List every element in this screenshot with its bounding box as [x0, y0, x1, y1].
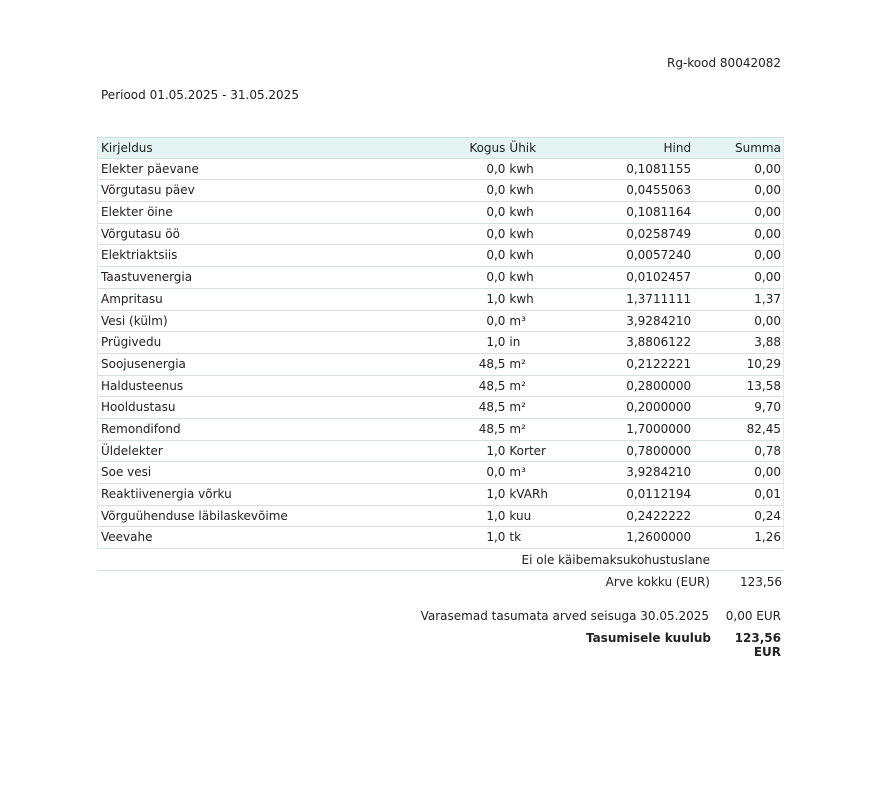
row-unit: m²: [509, 400, 526, 415]
table-row: [97, 419, 784, 441]
row-description: Võrgutasu päev: [101, 183, 195, 198]
header-price: Hind: [663, 141, 692, 155]
row-sum: 0,00: [754, 226, 781, 241]
row-price: 1,2600000: [626, 530, 692, 545]
invoice-total-value: 123,56: [740, 575, 782, 590]
row-description: Võrguühenduse läbilaskevõime: [101, 508, 288, 523]
header-description: Kirjeldus: [101, 141, 153, 155]
table-body: [97, 159, 784, 549]
row-price: 0,1081164: [626, 205, 692, 220]
row-sum: 0,78: [754, 443, 781, 458]
row-quantity: 1,0: [486, 335, 506, 350]
row-quantity: 48,5: [478, 421, 506, 436]
row-description: Remondifond: [101, 421, 181, 436]
previous-unpaid-row: [421, 609, 781, 623]
row-sum: 0,00: [754, 465, 781, 480]
row-unit: kwh: [509, 161, 534, 176]
row-sum: 0,00: [754, 270, 781, 285]
row-description: Elektriaktsiis: [101, 248, 178, 263]
header-unit: Ühik: [509, 141, 537, 155]
table-row: [97, 159, 784, 181]
row-quantity: 0,0: [486, 205, 506, 220]
row-quantity: 1,0: [486, 530, 506, 545]
row-description: Haldusteenus: [101, 378, 184, 393]
row-unit: Korter: [509, 443, 546, 458]
table-row: [97, 506, 784, 528]
row-quantity: 1,0: [486, 487, 506, 501]
amount-due-label: Tasumisele kuulub: [585, 631, 711, 645]
table-row: [97, 462, 784, 484]
row-sum: 0,24: [754, 508, 781, 523]
row-price: 0,0102457: [626, 270, 692, 285]
billing-period: Periood 01.05.2025 - 31.05.2025: [101, 88, 299, 102]
row-price: 0,0455063: [626, 183, 692, 198]
amount-due-value: 123,56 EUR: [734, 631, 781, 659]
row-unit: kwh: [509, 291, 534, 306]
row-unit: kVARh: [509, 487, 548, 501]
row-sum: 13,58: [746, 378, 781, 393]
table-row: [97, 245, 784, 267]
row-description: Prügivedu: [101, 335, 162, 350]
table-row: [97, 311, 784, 333]
row-price: 0,2122221: [626, 356, 692, 371]
row-quantity: 48,5: [478, 378, 506, 393]
row-sum: 1,26: [754, 530, 781, 545]
row-sum: 82,45: [746, 421, 781, 436]
row-unit: kwh: [509, 183, 534, 198]
table-row: [97, 354, 784, 376]
row-sum: 0,01: [754, 487, 781, 501]
table-row: [97, 441, 784, 463]
row-sum: 3,88: [754, 335, 781, 350]
table-row: [97, 397, 784, 419]
rg-code: Rg-kood 80042082: [667, 56, 781, 70]
previous-unpaid-value: 0,00 EUR: [725, 609, 781, 623]
row-price: 1,7000000: [626, 421, 692, 436]
header-quantity: Kogus: [469, 141, 506, 155]
row-price: 1,3711111: [626, 291, 692, 306]
row-quantity: 0,0: [486, 226, 506, 241]
row-description: Soojusenergia: [101, 356, 186, 371]
table-row: [97, 289, 784, 311]
row-description: Vesi (külm): [101, 313, 168, 328]
table-row: [97, 180, 784, 202]
row-sum: 10,29: [746, 356, 781, 371]
row-sum: 0,00: [754, 161, 781, 176]
invoice-table: [97, 137, 784, 593]
row-quantity: 1,0: [486, 443, 506, 458]
row-unit: kwh: [509, 205, 534, 220]
row-unit: kwh: [509, 226, 534, 241]
row-quantity: 1,0: [486, 291, 506, 306]
row-unit: m³: [509, 313, 526, 328]
row-description: Hooldustasu: [101, 400, 176, 415]
vat-note: Ei ole käibemaksukohustuslane: [97, 549, 784, 571]
table-row: [97, 202, 784, 224]
row-price: 3,8806122: [626, 335, 692, 350]
row-price: 3,9284210: [626, 465, 692, 480]
invoice-total-row: [97, 571, 784, 593]
header-sum: Summa: [735, 141, 781, 155]
row-unit: kwh: [509, 248, 534, 263]
row-quantity: 48,5: [478, 356, 506, 371]
row-quantity: 0,0: [486, 248, 506, 263]
row-quantity: 0,0: [486, 161, 506, 176]
table-row: [97, 332, 784, 354]
row-quantity: 0,0: [486, 465, 506, 480]
row-sum: 9,70: [754, 400, 781, 415]
row-description: Reaktiivenergia võrku: [101, 487, 232, 501]
row-price: 0,2000000: [626, 400, 692, 415]
row-unit: tk: [509, 530, 522, 545]
table-row: [97, 527, 784, 549]
row-description: Soe vesi: [101, 465, 152, 480]
row-unit: m²: [509, 356, 526, 371]
row-price: 0,2422222: [626, 508, 692, 523]
row-description: Veevahe: [101, 530, 153, 545]
row-description: Elekter öine: [101, 205, 173, 220]
row-quantity: 0,0: [486, 270, 506, 285]
row-sum: 0,00: [754, 205, 781, 220]
table-header-row: [97, 137, 784, 159]
row-price: 0,0112194: [626, 487, 692, 501]
table-row: [97, 376, 784, 398]
row-description: Võrgutasu öö: [101, 226, 180, 241]
table-row: [97, 484, 784, 506]
row-unit: m²: [509, 421, 526, 436]
row-price: 0,2800000: [626, 378, 692, 393]
row-unit: in: [509, 335, 521, 350]
row-price: 3,9284210: [626, 313, 692, 328]
row-sum: 0,00: [754, 248, 781, 263]
row-quantity: 48,5: [478, 400, 506, 415]
row-sum: 0,00: [754, 183, 781, 198]
row-description: Elekter päevane: [101, 161, 199, 176]
row-description: Taastuvenergia: [101, 270, 193, 285]
row-description: Ampritasu: [101, 291, 163, 306]
row-unit: kuu: [509, 508, 532, 523]
previous-unpaid-label: Varasemad tasumata arved seisuga 30.05.2025: [420, 609, 709, 623]
row-quantity: 1,0: [486, 508, 506, 523]
row-quantity: 0,0: [486, 313, 506, 328]
row-price: 0,0057240: [626, 248, 692, 263]
row-sum: 0,00: [754, 313, 781, 328]
row-unit: kwh: [509, 270, 534, 285]
row-quantity: 0,0: [486, 183, 506, 198]
row-price: 0,1081155: [626, 161, 692, 176]
table-row: [97, 224, 784, 246]
row-sum: 1,37: [754, 291, 781, 306]
row-description: Üldelekter: [101, 443, 163, 458]
invoice-total-label: Arve kokku (EUR): [605, 575, 710, 590]
row-price: 0,0258749: [626, 226, 692, 241]
row-unit: m²: [509, 378, 526, 393]
row-price: 0,7800000: [626, 443, 692, 458]
amount-due-row: [586, 631, 781, 659]
table-row: [97, 267, 784, 289]
row-unit: m³: [509, 465, 526, 480]
